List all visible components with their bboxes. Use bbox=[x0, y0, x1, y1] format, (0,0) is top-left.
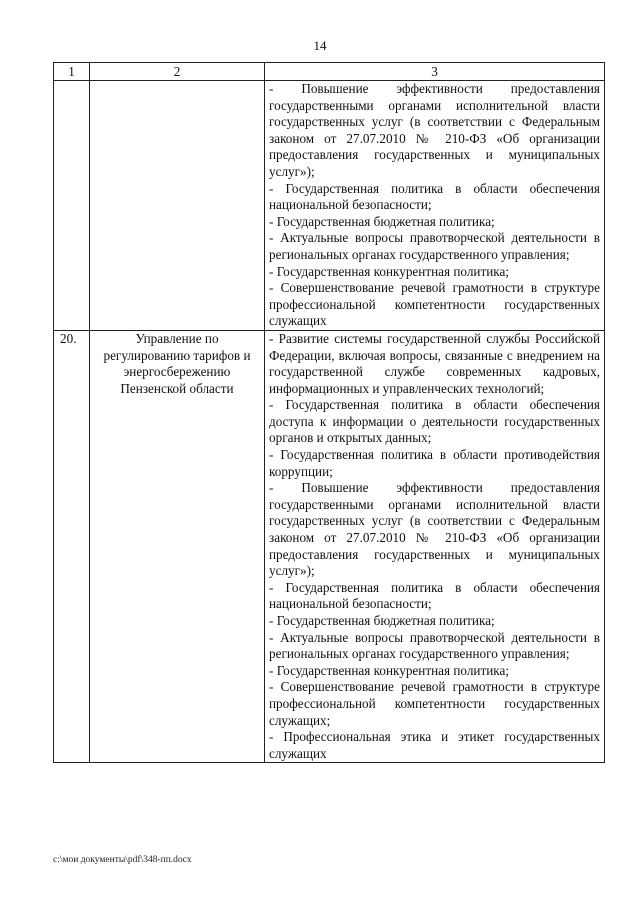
table-header-row bbox=[54, 63, 605, 81]
page-number: 14 bbox=[313, 38, 327, 53]
organization-name: Управление по регулированию тарифов и энергосбережению Пензенской области bbox=[90, 330, 265, 762]
row-number: 20. bbox=[54, 330, 90, 762]
column-header-2: 2 bbox=[90, 63, 265, 81]
topic-item: - Государственная политика в области обеспечения национальной безопасности; bbox=[269, 579, 600, 612]
topic-item: - Актуальные вопросы правотворческой деятельности в региональных органах государственного управления; bbox=[269, 230, 600, 262]
topic-item: - Государственная политика в области обеспечения доступа к информации о деятельности государственных органов и открытых данных; bbox=[269, 397, 600, 446]
table-row bbox=[54, 81, 605, 331]
topic-item: - Государственная бюджетная политика; bbox=[269, 613, 495, 628]
topics-cell bbox=[265, 81, 605, 331]
topic-item: - Профессиональная этика и этикет государственных служащих bbox=[269, 729, 600, 761]
topic-item: - Развитие системы государственной службы Российской Федерации, включая вопросы, связанные с внедрением на государственной службе современных кадровых, информационных и управленческих технологий; bbox=[269, 330, 600, 396]
topic-item: - Государственная конкурентная политика; bbox=[269, 662, 510, 678]
organization-name bbox=[90, 81, 265, 331]
topic-item: - Государственная бюджетная политика; bbox=[269, 213, 495, 229]
column-header-1: 1 bbox=[54, 63, 90, 81]
column-header-3: 3 bbox=[265, 63, 605, 81]
topic-item: - Государственная политика в области противодействия коррупции; bbox=[269, 447, 600, 479]
topic-item: - Совершенствование речевой грамотности в структуре профессиональной компетентности государственных служащих; bbox=[269, 679, 600, 728]
topic-item: - Повышение эффективности предоставления государственными органами исполнительной власти государственных услуг (в соответствии с Федеральным законом от 27.07.2010 № 210-ФЗ «Об организации предоставления государственных и муниципальных услуг»); bbox=[269, 81, 600, 179]
topic-item: - Государственная политика в области обеспечения национальной безопасности; bbox=[269, 180, 600, 213]
topic-item: - Государственная конкурентная политика; bbox=[269, 263, 510, 279]
row-number bbox=[54, 81, 90, 331]
table-row bbox=[54, 330, 605, 762]
topic-item: - Совершенствование речевой грамотности в структуре профессиональной компетентности государственных служащих bbox=[269, 280, 600, 329]
topics-table bbox=[53, 62, 605, 763]
topics-cell bbox=[265, 330, 605, 762]
topic-item: - Актуальные вопросы правотворческой деятельности в региональных органах государственного управления; bbox=[269, 629, 600, 662]
topic-item: - Повышение эффективности предоставления государственными органами исполнительной власти государственных услуг (в соответствии с Федеральным законом от 27.07.2010 № 210-ФЗ «Об организации предоставления государственных и муниципальных услуг»); bbox=[269, 480, 600, 579]
file-path-footer: c:\мои документы\pdf\348-пп.docx bbox=[53, 855, 192, 865]
